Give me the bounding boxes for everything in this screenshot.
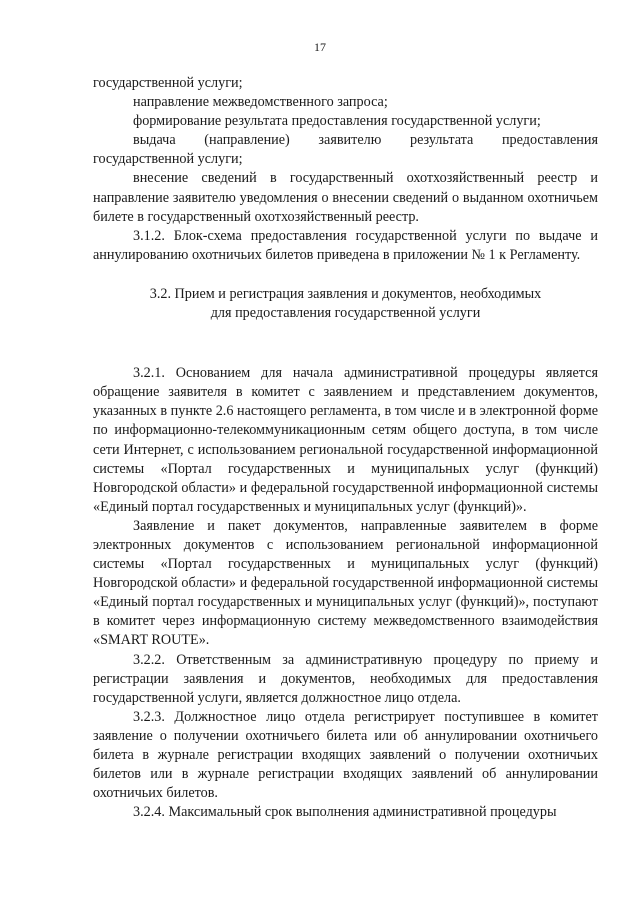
paragraph: направление межведомственного запроса;: [133, 94, 388, 111]
paragraph: 3.2.4. Максимальный срок выполнения административной процедуры: [133, 804, 557, 821]
paragraph: Заявление и пакет документов, направленные заявителем в форме электронных документов с использованием региональной информационной системы «Портал государственных и муниципальных услуг (функций) Новгородской области» и федеральной государственной информационной системы «Единый портал государственных и муниципальных услуг (функций)», поступают в комитет через информационную систему межведомственного взаимодействия «SMART ROUTE».: [93, 517, 598, 649]
paragraph: формирование результата предоставления государственной услуги;: [133, 113, 541, 130]
section-heading: [93, 285, 598, 323]
document-body: [93, 74, 598, 822]
paragraph: внесение сведений в государственный охотхозяйственный реестр и направление заявителю уведомления о внесении сведений о выданном охотничьем билете в государственный охотхозяйственный реестр.: [93, 170, 598, 225]
paragraph: 3.2.2. Ответственным за административную процедуру по приему и регистрации заявления и документов, необходимых для предоставления государственной услуги, является должностное лицо отдела.: [93, 651, 598, 706]
spacer: [93, 343, 598, 364]
paragraph: государственной услуги;: [93, 75, 243, 91]
page-number: 17: [314, 40, 326, 54]
paragraph: 3.2.3. Должностное лицо отдела регистрирует поступившее в комитет заявление о получении охотничьего билета или об аннулировании охотничьего билета в журнале регистрации входящих заявлений о получении охотничьих билетов или в журнале регистрации входящих заявлений об аннулировании охотничьих билетов.: [93, 708, 598, 802]
section-heading-line: 3.2. Прием и регистрация заявления и документов, необходимых: [149, 285, 542, 302]
paragraph: выдача (направление) заявителю результата предоставления государственной услуги;: [93, 132, 598, 168]
section-heading-line: для предоставления государственной услуги: [210, 305, 481, 322]
paragraph: 3.1.2. Блок-схема предоставления государственной услуги по выдаче и аннулированию охотничьих билетов приведена в приложении № 1 к Регламенту.: [93, 227, 598, 263]
paragraph: 3.2.1. Основанием для начала административной процедуры является обращение заявителя в комитет с заявлением и представлением документов, указанных в пункте 2.6 настоящего регламента, в том числе и в электронной форме по информационно-телекоммуникационным сетям общего доступа, в том числе сети Интернет, с использованием региональной государственной информационной системы «Портал государственных и муниципальных услуг (функций) Новгородской области» и федеральной государственной информационной системы «Единый портал государственных и муниципальных услуг (функций)».: [93, 365, 598, 515]
